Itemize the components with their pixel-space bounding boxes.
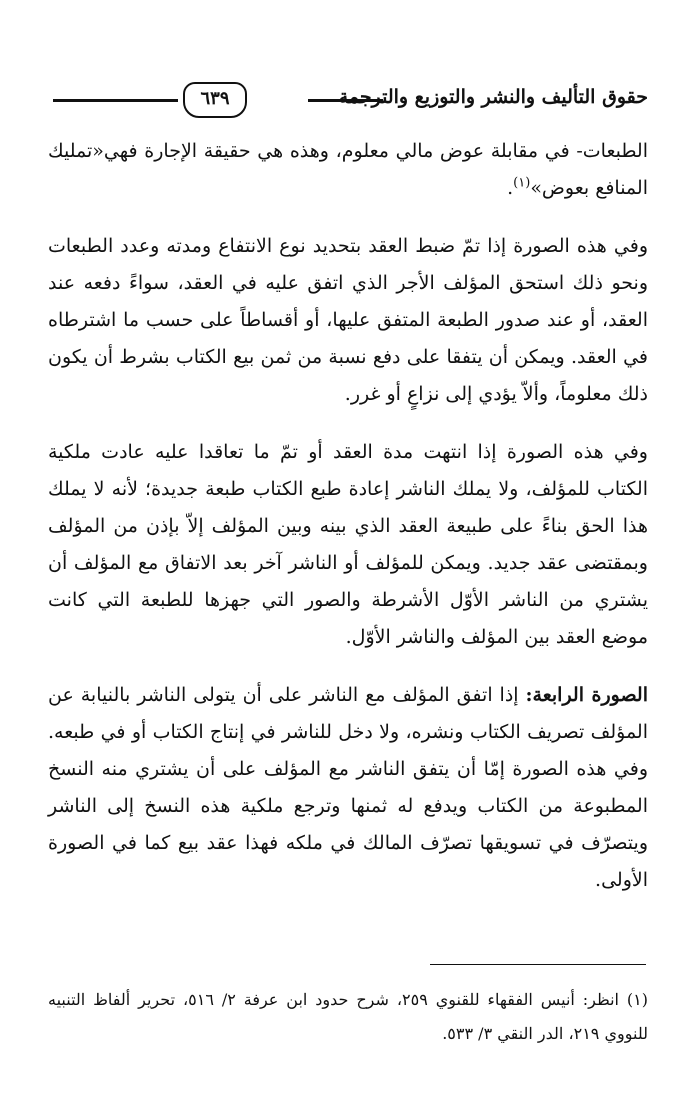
page-number: ٦٣٩: [183, 82, 247, 118]
page-header: [48, 82, 648, 122]
body-text: [48, 133, 648, 920]
paragraph-3: وفي هذه الصورة إذا انتهت مدة العقد أو تمّ ما تعاقدا عليه عادت ملكية الكتاب للمؤلف، ولا يملك الناشر إعادة طبع الكتاب طبعة جديدة؛ لأنه لا يملك هذا الحق بناءً على طبيعة العقد الذي بينه وبين المؤلف إلاّ بإذن من المؤلف وبمقتضى عقد جديد. ويمكن للمؤلف أو الناشر آخر بعد الاتفاق مع المؤلف أن يشتري من الناشر الأوّل الأشرطة والصور التي جهزها للطبعة التي كانت موضع العقد بين المؤلف والناشر الأوّل.: [48, 441, 648, 648]
running-title: حقوق التأليف والنشر والتوزيع والترجمة: [338, 86, 648, 108]
footnote: (١) انظر: أنيس الفقهاء للقنوي ٢٥٩، شرح حدود ابن عرفة ٢/ ٥١٦، تحرير ألفاظ التنبيه للنووي ٢١٩، الدر النقي ٣/ ٥٣٣.: [48, 990, 649, 1043]
footnote-separator: [430, 964, 646, 965]
paragraph-1: [48, 133, 648, 207]
header-rule-left: [53, 99, 178, 102]
paragraph-1-text: الطبعات- في مقابلة عوض مالي معلوم، وهذه هي حقيقة الإجارة فهي«تمليك المنافع بعوض»: [48, 140, 648, 199]
footnote-reference: (١): [513, 175, 531, 191]
paragraph-1-end: .: [507, 177, 514, 199]
paragraph-4: [48, 677, 648, 899]
paragraph-4-lead: الصورة الرابعة:: [525, 684, 649, 706]
paragraph-4-text: إذا اتفق المؤلف مع الناشر على أن يتولى الناشر بالنيابة عن المؤلف تصريف الكتاب ونشره، ولا دخل للناشر في إنتاج الكتاب أو في طبعه. وفي هذه الصورة إمّا أن يتفق الناشر مع المؤلف على أن يشتري منه النسخ المطبوعة من الكتاب ويدفع له ثمنها وترجع ملكية هذه النسخ إلى الناشر ويتصرّف في تسويقها تصرّف المالك في ملكه فهذا عقد بيع كما في الصورة الأولى.: [48, 684, 648, 891]
header-rule-right: [308, 99, 383, 102]
paragraph-2: وفي هذه الصورة إذا تمّ ضبط العقد بتحديد نوع الانتفاع ومدته وعدد الطبعات ونحو ذلك استحق المؤلف الأجر الذي اتفق عليه في العقد، سواءً دفعه عند العقد، أو عند صدور الطبعة المتفق عليها، أو أقساطاً على حسب ما اشترطاه في العقد. ويمكن أن يتفقا على دفع نسبة من ثمن بيع الكتاب بشرط أن يكون ذلك معلوماً، وألاّ يؤدي إلى نزاعٍ أو غرر.: [48, 235, 648, 405]
